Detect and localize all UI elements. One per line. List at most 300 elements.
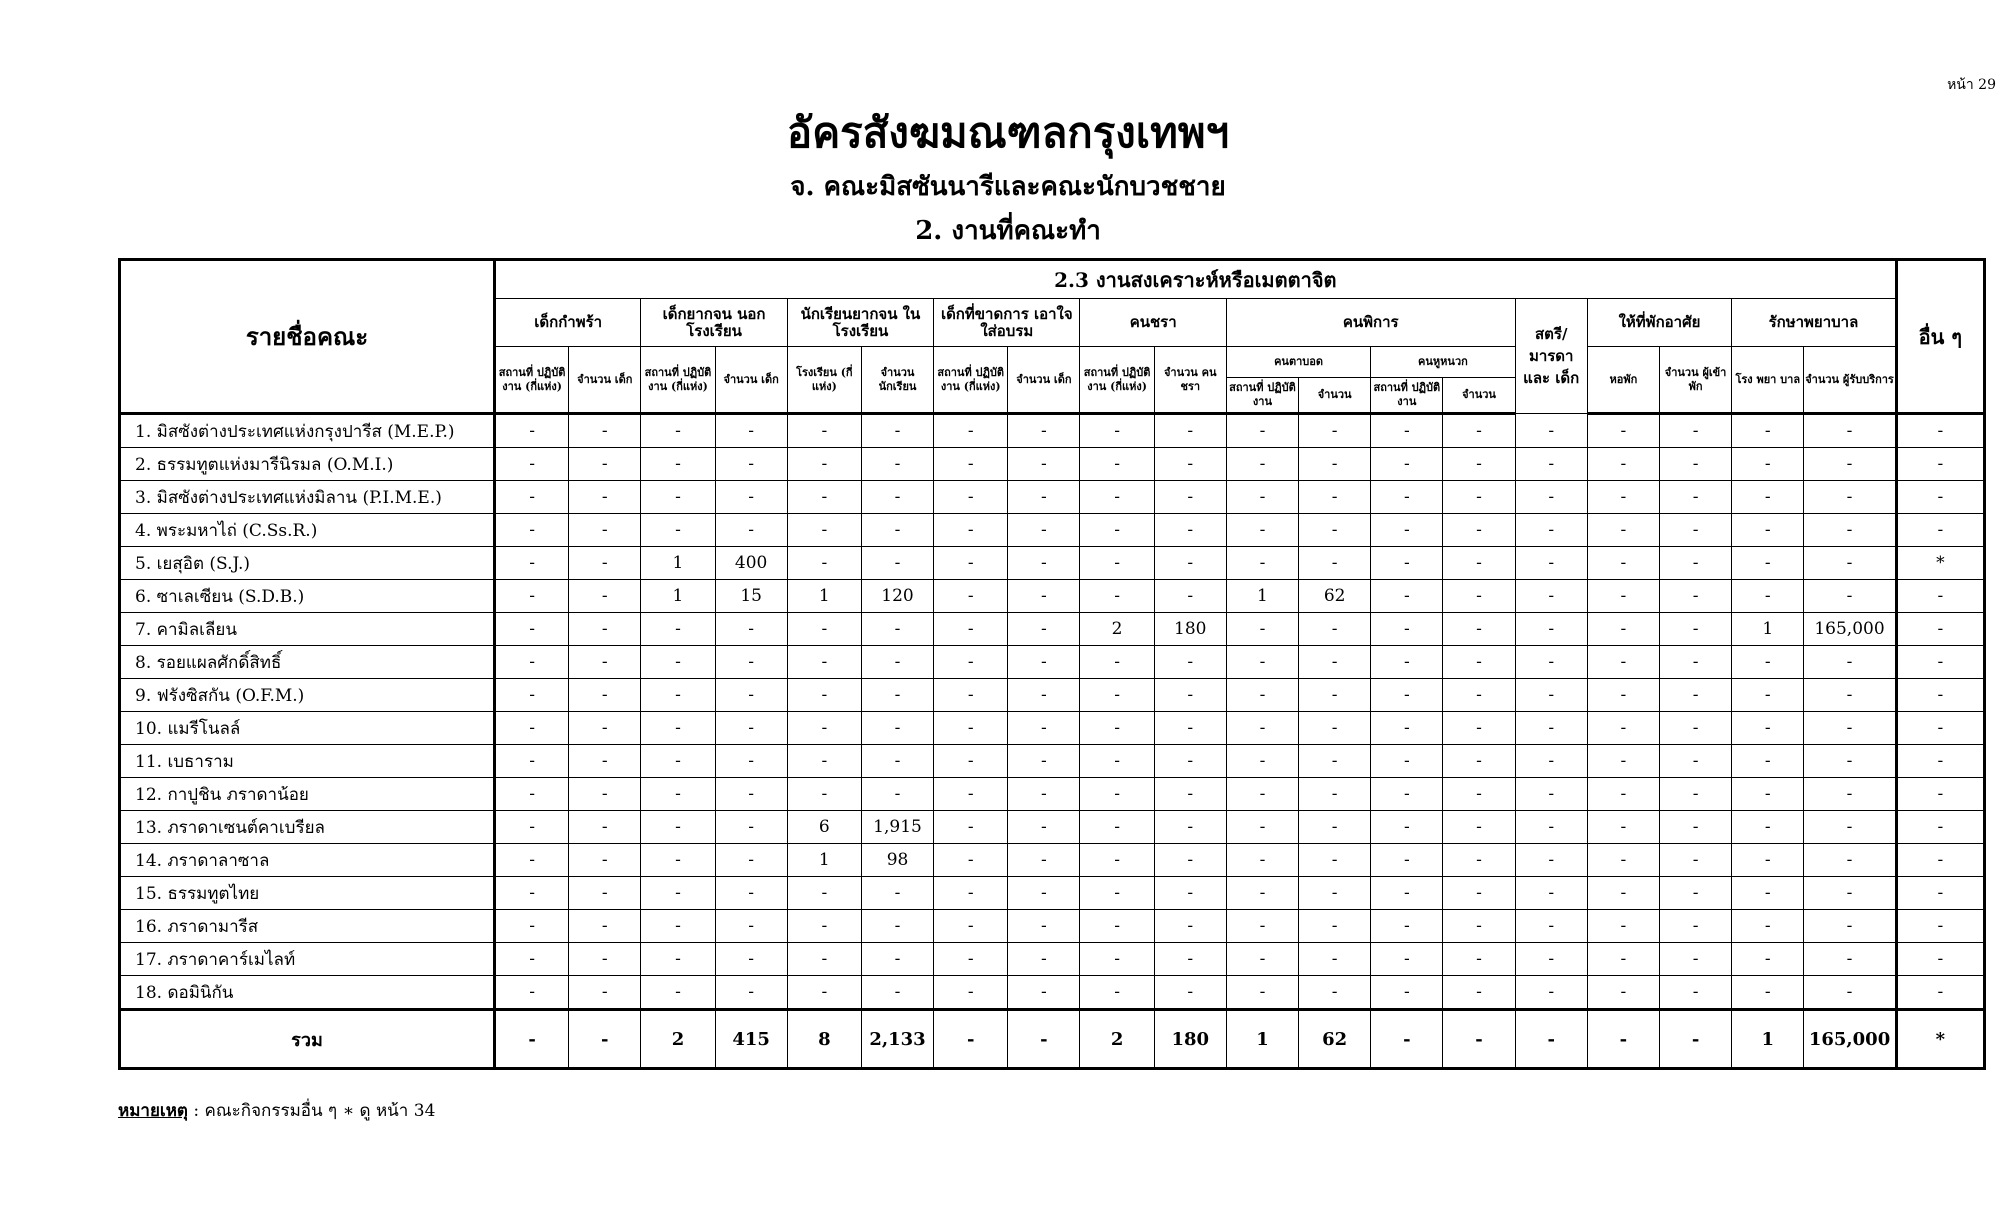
row-name: 11. เบธาราม — [120, 745, 495, 778]
table-cell: - — [1804, 778, 1896, 811]
table-cell: - — [1804, 910, 1896, 943]
header-section: 2.3 งานสงเคราะห์หรือเมตตาจิต — [494, 260, 1896, 299]
table-cell: - — [569, 580, 641, 613]
table-cell: - — [787, 712, 861, 745]
footnote — [118, 1097, 435, 1124]
table-cell: - — [934, 646, 1008, 679]
header-places: สถานที่ ปฏิบัติงาน (กี่แห่ง) — [934, 347, 1008, 414]
table-cell: - — [1659, 778, 1731, 811]
header-poor-out: เด็กยากจน นอกโรงเรียน — [641, 299, 787, 347]
table-cell: - — [1443, 778, 1515, 811]
table-cell: - — [1659, 547, 1731, 580]
total-cell: 62 — [1299, 1010, 1371, 1069]
total-cell: - — [1659, 1010, 1731, 1069]
header-name-col: รายชื่อคณะ — [120, 260, 495, 414]
header-patients-count: จำนวน ผู้รับบริการ — [1804, 347, 1896, 414]
row-name: 8. รอยแผลศักดิ์สิทธิ์ — [120, 646, 495, 679]
table-cell: - — [1896, 414, 1984, 448]
table-cell: - — [1515, 481, 1587, 514]
table-cell: - — [1371, 679, 1443, 712]
table-cell: - — [1154, 414, 1226, 448]
table-cell: - — [1226, 778, 1298, 811]
table-cell: - — [1732, 811, 1804, 844]
table-cell: - — [715, 910, 787, 943]
table-cell: - — [569, 613, 641, 646]
table-cell: - — [1732, 547, 1804, 580]
table-cell: - — [787, 414, 861, 448]
table-cell: - — [1587, 877, 1659, 910]
table-cell: - — [1371, 943, 1443, 976]
table-cell: - — [1587, 514, 1659, 547]
table-cell: - — [1080, 811, 1154, 844]
table-cell: - — [934, 580, 1008, 613]
table-cell: - — [1008, 679, 1080, 712]
table-cell: - — [569, 745, 641, 778]
table-cell: - — [1587, 844, 1659, 877]
table-cell: - — [861, 646, 933, 679]
row-name: 2. ธรรมทูตแห่งมารีนิรมล (O.M.I.) — [120, 448, 495, 481]
table-cell: - — [787, 745, 861, 778]
table-cell: - — [1008, 745, 1080, 778]
subsection-heading: 2. งานที่คณะทำ — [915, 216, 1101, 246]
table-cell: - — [934, 547, 1008, 580]
table-cell: - — [1371, 976, 1443, 1010]
table-cell: - — [1154, 745, 1226, 778]
table-cell: - — [1008, 778, 1080, 811]
table-cell: 1 — [641, 580, 715, 613]
table-cell: - — [1080, 877, 1154, 910]
header-children-count: จำนวน เด็ก — [715, 347, 787, 414]
table-cell: - — [569, 679, 641, 712]
table-cell: - — [1804, 976, 1896, 1010]
table-cell: - — [1299, 844, 1371, 877]
table-cell: - — [494, 943, 568, 976]
total-cell: - — [569, 1010, 641, 1069]
table-cell: - — [1732, 514, 1804, 547]
table-cell: - — [934, 481, 1008, 514]
table-cell: - — [861, 547, 933, 580]
table-cell: - — [569, 910, 641, 943]
table-cell: - — [934, 910, 1008, 943]
total-cell: 2,133 — [861, 1010, 933, 1069]
table-cell: - — [787, 613, 861, 646]
header-places-short: สถานที่ ปฏิบัติงาน — [1226, 378, 1298, 414]
total-row — [120, 1010, 1985, 1069]
table-cell: - — [1154, 877, 1226, 910]
footnote-text: : คณะกิจกรรมอื่น ๆ ∗ ดู หน้า 34 — [187, 1101, 436, 1121]
table-cell: - — [787, 778, 861, 811]
table-cell: - — [1659, 679, 1731, 712]
table-cell: - — [1299, 943, 1371, 976]
table-cell: - — [1371, 910, 1443, 943]
table-cell: - — [934, 844, 1008, 877]
table-cell: - — [715, 448, 787, 481]
table-cell: - — [1371, 414, 1443, 448]
table-cell: - — [569, 646, 641, 679]
table-cell: - — [934, 976, 1008, 1010]
table-cell: - — [569, 547, 641, 580]
table-cell: - — [641, 414, 715, 448]
table-cell: - — [1008, 580, 1080, 613]
table-cell: - — [1443, 976, 1515, 1010]
table-cell: - — [1804, 679, 1896, 712]
table-cell: - — [1008, 414, 1080, 448]
table-cell: - — [1804, 811, 1896, 844]
table-cell: - — [1515, 745, 1587, 778]
table-cell: - — [861, 943, 933, 976]
table-cell: - — [1080, 646, 1154, 679]
header-medical: รักษาพยาบาล — [1732, 299, 1897, 347]
table-cell: - — [1154, 679, 1226, 712]
header-places: สถานที่ ปฏิบัติงาน (กี่แห่ง) — [641, 347, 715, 414]
table-cell: - — [1080, 712, 1154, 745]
table-cell: - — [641, 910, 715, 943]
table-cell: - — [1443, 414, 1515, 448]
table-cell: - — [1226, 547, 1298, 580]
table-cell: - — [1443, 844, 1515, 877]
table-cell: 15 — [715, 580, 787, 613]
table-cell: - — [1371, 514, 1443, 547]
total-cell: 165,000 — [1804, 1010, 1896, 1069]
total-cell: - — [1515, 1010, 1587, 1069]
table-cell: - — [934, 414, 1008, 448]
table-cell: - — [1443, 910, 1515, 943]
table-cell: - — [715, 613, 787, 646]
table-cell: - — [494, 547, 568, 580]
table-cell: - — [1515, 679, 1587, 712]
table-row — [120, 448, 1985, 481]
table-cell: - — [715, 679, 787, 712]
table-cell: - — [1226, 514, 1298, 547]
table-cell: - — [1443, 514, 1515, 547]
row-name: 9. ฟรังซิสกัน (O.F.M.) — [120, 679, 495, 712]
header-disabled: คนพิการ — [1226, 299, 1515, 347]
table-cell: - — [1299, 712, 1371, 745]
table-cell: - — [1154, 943, 1226, 976]
table-cell: - — [1515, 414, 1587, 448]
table-cell: - — [494, 679, 568, 712]
table-cell: - — [1299, 547, 1371, 580]
total-cell: - — [1443, 1010, 1515, 1069]
table-cell: - — [1008, 877, 1080, 910]
header-schools: โรงเรียน (กี่แห่ง) — [787, 347, 861, 414]
header-residents-count: จำนวน ผู้เข้าพัก — [1659, 347, 1731, 414]
table-cell: - — [861, 679, 933, 712]
table-cell: - — [715, 414, 787, 448]
table-cell: - — [1299, 745, 1371, 778]
table-cell: - — [1732, 910, 1804, 943]
table-cell: - — [494, 745, 568, 778]
table-row — [120, 976, 1985, 1010]
table-cell: - — [1515, 877, 1587, 910]
table-cell: - — [1804, 514, 1896, 547]
table-cell: - — [1443, 811, 1515, 844]
table-cell: - — [1804, 414, 1896, 448]
table-cell: - — [934, 448, 1008, 481]
header-elderly: คนชรา — [1080, 299, 1226, 347]
section-heading: จ. คณะมิสซันนารีและคณะนักบวชชาย — [790, 172, 1226, 202]
table-cell: - — [1896, 745, 1984, 778]
table-cell: - — [1299, 910, 1371, 943]
table-cell: - — [1896, 712, 1984, 745]
table-cell: - — [1226, 745, 1298, 778]
table-cell: - — [1587, 646, 1659, 679]
table-cell: - — [715, 778, 787, 811]
table-cell: - — [1226, 414, 1298, 448]
table-cell: - — [1371, 547, 1443, 580]
table-cell: - — [1299, 448, 1371, 481]
table-cell: - — [1443, 613, 1515, 646]
table-cell: - — [1732, 745, 1804, 778]
table-cell: - — [1154, 712, 1226, 745]
table-cell: - — [861, 745, 933, 778]
table-cell: - — [1587, 976, 1659, 1010]
table-cell: - — [1732, 877, 1804, 910]
table-cell: 180 — [1154, 613, 1226, 646]
table-cell: 165,000 — [1804, 613, 1896, 646]
table-cell: - — [569, 712, 641, 745]
table-cell: - — [1896, 613, 1984, 646]
total-cell: - — [494, 1010, 568, 1069]
row-name: 6. ซาเลเซียน (S.D.B.) — [120, 580, 495, 613]
header-orphans: เด็กกำพร้า — [494, 299, 640, 347]
table-cell: - — [1080, 976, 1154, 1010]
table-row — [120, 414, 1985, 448]
table-cell: - — [1896, 646, 1984, 679]
table-cell: - — [1299, 679, 1371, 712]
table-cell: - — [1587, 943, 1659, 976]
table-cell: - — [1515, 580, 1587, 613]
table-cell: - — [787, 976, 861, 1010]
table-cell: - — [934, 679, 1008, 712]
table-cell: - — [1804, 943, 1896, 976]
table-cell: - — [1659, 414, 1731, 448]
header-hospital: โรง พยา บาล — [1732, 347, 1804, 414]
table-cell: - — [1587, 811, 1659, 844]
table-cell: - — [641, 514, 715, 547]
table-cell: - — [1226, 646, 1298, 679]
header-count: จำนวน — [1443, 378, 1515, 414]
table-cell: - — [861, 778, 933, 811]
table-cell: - — [1008, 481, 1080, 514]
table-cell: - — [715, 844, 787, 877]
table-row — [120, 844, 1985, 877]
table-cell: - — [1732, 414, 1804, 448]
table-cell: - — [494, 448, 568, 481]
table-row — [120, 712, 1985, 745]
total-label: รวม — [120, 1010, 495, 1069]
table-cell: - — [1371, 646, 1443, 679]
table-row — [120, 811, 1985, 844]
table-cell: - — [1226, 910, 1298, 943]
table-cell: 1 — [1226, 580, 1298, 613]
table-cell: - — [1659, 811, 1731, 844]
table-cell: - — [715, 811, 787, 844]
table-cell: - — [1008, 943, 1080, 976]
total-cell: 8 — [787, 1010, 861, 1069]
table-cell: - — [1659, 613, 1731, 646]
table-cell: - — [1659, 844, 1731, 877]
table-cell: - — [715, 712, 787, 745]
table-cell: - — [1515, 778, 1587, 811]
table-cell: - — [861, 414, 933, 448]
header-neglected: เด็กที่ขาดการ เอาใจใส่อบรม — [934, 299, 1080, 347]
header-children-count: จำนวน เด็ก — [569, 347, 641, 414]
table-cell: - — [1080, 910, 1154, 943]
table-cell: - — [787, 547, 861, 580]
table-cell: - — [1515, 547, 1587, 580]
table-cell: - — [861, 514, 933, 547]
header-deaf: คนหูหนวก — [1371, 347, 1515, 378]
table-cell: - — [1659, 646, 1731, 679]
table-cell: - — [1443, 448, 1515, 481]
table-cell: - — [1299, 877, 1371, 910]
page-title: อัครสังฆมณฑลกรุงเทพฯ — [786, 108, 1230, 157]
table-cell: - — [861, 613, 933, 646]
table-cell: - — [787, 943, 861, 976]
table-cell: - — [1299, 514, 1371, 547]
table-cell: - — [1443, 745, 1515, 778]
total-cell: - — [1008, 1010, 1080, 1069]
table-cell: - — [494, 646, 568, 679]
header-other: อื่น ๆ — [1896, 260, 1984, 414]
table-cell: - — [715, 646, 787, 679]
table-cell: - — [494, 778, 568, 811]
row-name: 15. ธรรมทูตไทย — [120, 877, 495, 910]
table-cell: 120 — [861, 580, 933, 613]
table-cell: - — [1299, 481, 1371, 514]
charity-work-table — [118, 258, 1986, 1070]
footnote-label: หมายเหตุ — [118, 1101, 188, 1121]
table-cell: - — [1896, 481, 1984, 514]
table-cell: - — [1515, 943, 1587, 976]
table-cell: - — [715, 745, 787, 778]
table-cell: - — [1587, 712, 1659, 745]
header-count: จำนวน — [1299, 378, 1371, 414]
row-name: 1. มิสซังต่างประเทศแห่งกรุงปารีส (M.E.P.) — [120, 414, 495, 448]
table-cell: 98 — [861, 844, 933, 877]
table-cell: - — [1154, 811, 1226, 844]
table-cell: - — [1587, 580, 1659, 613]
table-row — [120, 679, 1985, 712]
total-cell: - — [1371, 1010, 1443, 1069]
table-cell: - — [1659, 481, 1731, 514]
table-cell: - — [641, 481, 715, 514]
table-cell: - — [1659, 877, 1731, 910]
table-cell: - — [1443, 481, 1515, 514]
table-cell: - — [1371, 580, 1443, 613]
table-cell: 1 — [641, 547, 715, 580]
table-cell: - — [1080, 448, 1154, 481]
table-cell: - — [1732, 481, 1804, 514]
table-cell: - — [787, 514, 861, 547]
table-cell: - — [1587, 448, 1659, 481]
table-cell: - — [1659, 448, 1731, 481]
table-cell: - — [1154, 778, 1226, 811]
total-cell: 180 — [1154, 1010, 1226, 1069]
table-cell: - — [1896, 943, 1984, 976]
table-cell: - — [1659, 745, 1731, 778]
table-cell: - — [569, 414, 641, 448]
table-cell: - — [1080, 514, 1154, 547]
table-cell: - — [861, 910, 933, 943]
table-cell: - — [569, 877, 641, 910]
table-cell: - — [641, 745, 715, 778]
table-row — [120, 613, 1985, 646]
table-cell: - — [1080, 844, 1154, 877]
table-row — [120, 580, 1985, 613]
table-cell: - — [1154, 580, 1226, 613]
table-cell: - — [787, 481, 861, 514]
table-cell: - — [1804, 646, 1896, 679]
table-cell: - — [1154, 976, 1226, 1010]
header-shelter: ให้ที่พักอาศัย — [1587, 299, 1731, 347]
table-cell: - — [1154, 910, 1226, 943]
table-cell: - — [1154, 448, 1226, 481]
total-cell: * — [1896, 1010, 1984, 1069]
table-cell: - — [1804, 547, 1896, 580]
table-cell: - — [1008, 448, 1080, 481]
table-cell: - — [569, 811, 641, 844]
table-cell: - — [1226, 679, 1298, 712]
table-cell: - — [1732, 679, 1804, 712]
table-cell: - — [787, 448, 861, 481]
table-cell: - — [1732, 943, 1804, 976]
table-cell: - — [1896, 844, 1984, 877]
table-cell: - — [641, 613, 715, 646]
table-cell: - — [1896, 877, 1984, 910]
table-cell: - — [1515, 448, 1587, 481]
table-cell: - — [1896, 778, 1984, 811]
row-name: 5. เยสุอิต (S.J.) — [120, 547, 495, 580]
table-cell: - — [1804, 481, 1896, 514]
table-cell: - — [1804, 712, 1896, 745]
table-cell: - — [1080, 414, 1154, 448]
table-cell: - — [1732, 712, 1804, 745]
table-cell: - — [641, 877, 715, 910]
table-cell: - — [494, 712, 568, 745]
table-cell: - — [1299, 613, 1371, 646]
table-row — [120, 646, 1985, 679]
header-elderly-count: จำนวน คนชรา — [1154, 347, 1226, 414]
table-cell: - — [1008, 910, 1080, 943]
table-cell: - — [1226, 976, 1298, 1010]
table-cell: - — [1226, 943, 1298, 976]
table-cell: - — [1299, 414, 1371, 448]
table-cell: - — [715, 943, 787, 976]
table-cell: - — [641, 811, 715, 844]
table-cell: - — [1515, 646, 1587, 679]
table-cell: - — [861, 877, 933, 910]
table-cell: - — [1371, 613, 1443, 646]
table-cell: - — [1587, 778, 1659, 811]
table-cell: - — [1443, 580, 1515, 613]
table-cell: - — [861, 481, 933, 514]
table-cell: - — [1008, 976, 1080, 1010]
table-cell: - — [569, 514, 641, 547]
table-cell: - — [641, 943, 715, 976]
row-name: 14. ภราดาลาซาล — [120, 844, 495, 877]
table-cell: - — [1008, 712, 1080, 745]
table-cell: - — [934, 943, 1008, 976]
table-cell: - — [1515, 514, 1587, 547]
table-cell: - — [1226, 811, 1298, 844]
row-name: 18. ดอมินิกัน — [120, 976, 495, 1010]
table-cell: - — [494, 910, 568, 943]
table-cell: - — [641, 778, 715, 811]
table-cell: - — [861, 976, 933, 1010]
table-cell: - — [1659, 976, 1731, 1010]
